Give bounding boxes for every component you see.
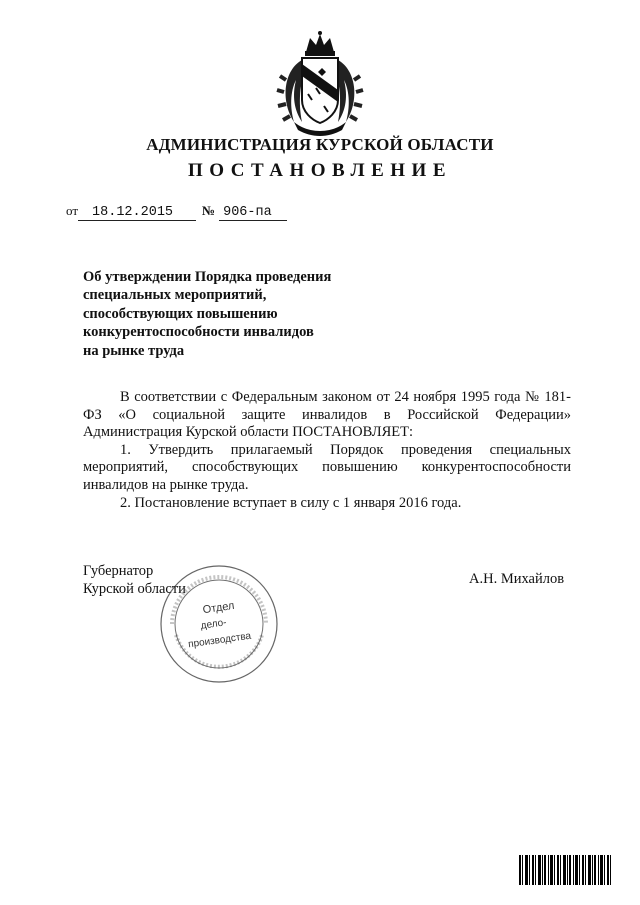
date-prefix: от [66,203,79,218]
kursk-coat-of-arms-icon [272,30,368,138]
document-type: ПОСТАНОВЛЕНИЕ [187,160,453,181]
stamp-text-line: Отдел [201,599,236,617]
subject-line: специальных мероприятий, [83,287,267,304]
barcode-icon [519,855,611,885]
registration-line [66,203,287,221]
item-2-paragraph: 2. Постановление вступает в силу с 1 января 2016 года. [120,494,462,511]
subject-line: на рынке труда [83,342,185,359]
document-date: 18.12.2015 [78,205,196,221]
document-number: 906-па [219,205,287,221]
number-label: № [202,203,216,218]
document-body [83,389,571,512]
document-subject [83,268,383,360]
signatory-title-line: Курской области [83,581,186,597]
item-1-paragraph: 1. Утвердить прилагаемый Порядок проведения специальных мероприятий, способствующих повышению конкурентоспособности инвалидов на рынке труда. [83,441,571,493]
round-stamp-icon [158,563,280,685]
signatory-name: А.Н. Михайлов [469,571,565,587]
stamp-text-line: дело- [200,617,228,632]
stamp-text-line: производства [187,630,252,651]
signatory-title-line: Губернатор [83,563,154,579]
subject-line: Об утверждении Порядка проведения [83,269,332,285]
preamble-paragraph: В соответствии с Федеральным законом от 24 ноября 1995 года № 181-ФЗ «О социальной защите инвалидов в Российской Федерации» Администрация Курской области ПОСТАНОВЛЯЕТ: [83,389,571,441]
subject-line: способствующих повышению [83,305,278,322]
organization-title: АДМИНИСТРАЦИЯ КУРСКОЙ ОБЛАСТИ [146,135,494,154]
subject-line: конкурентоспособности инвалидов [83,324,314,341]
